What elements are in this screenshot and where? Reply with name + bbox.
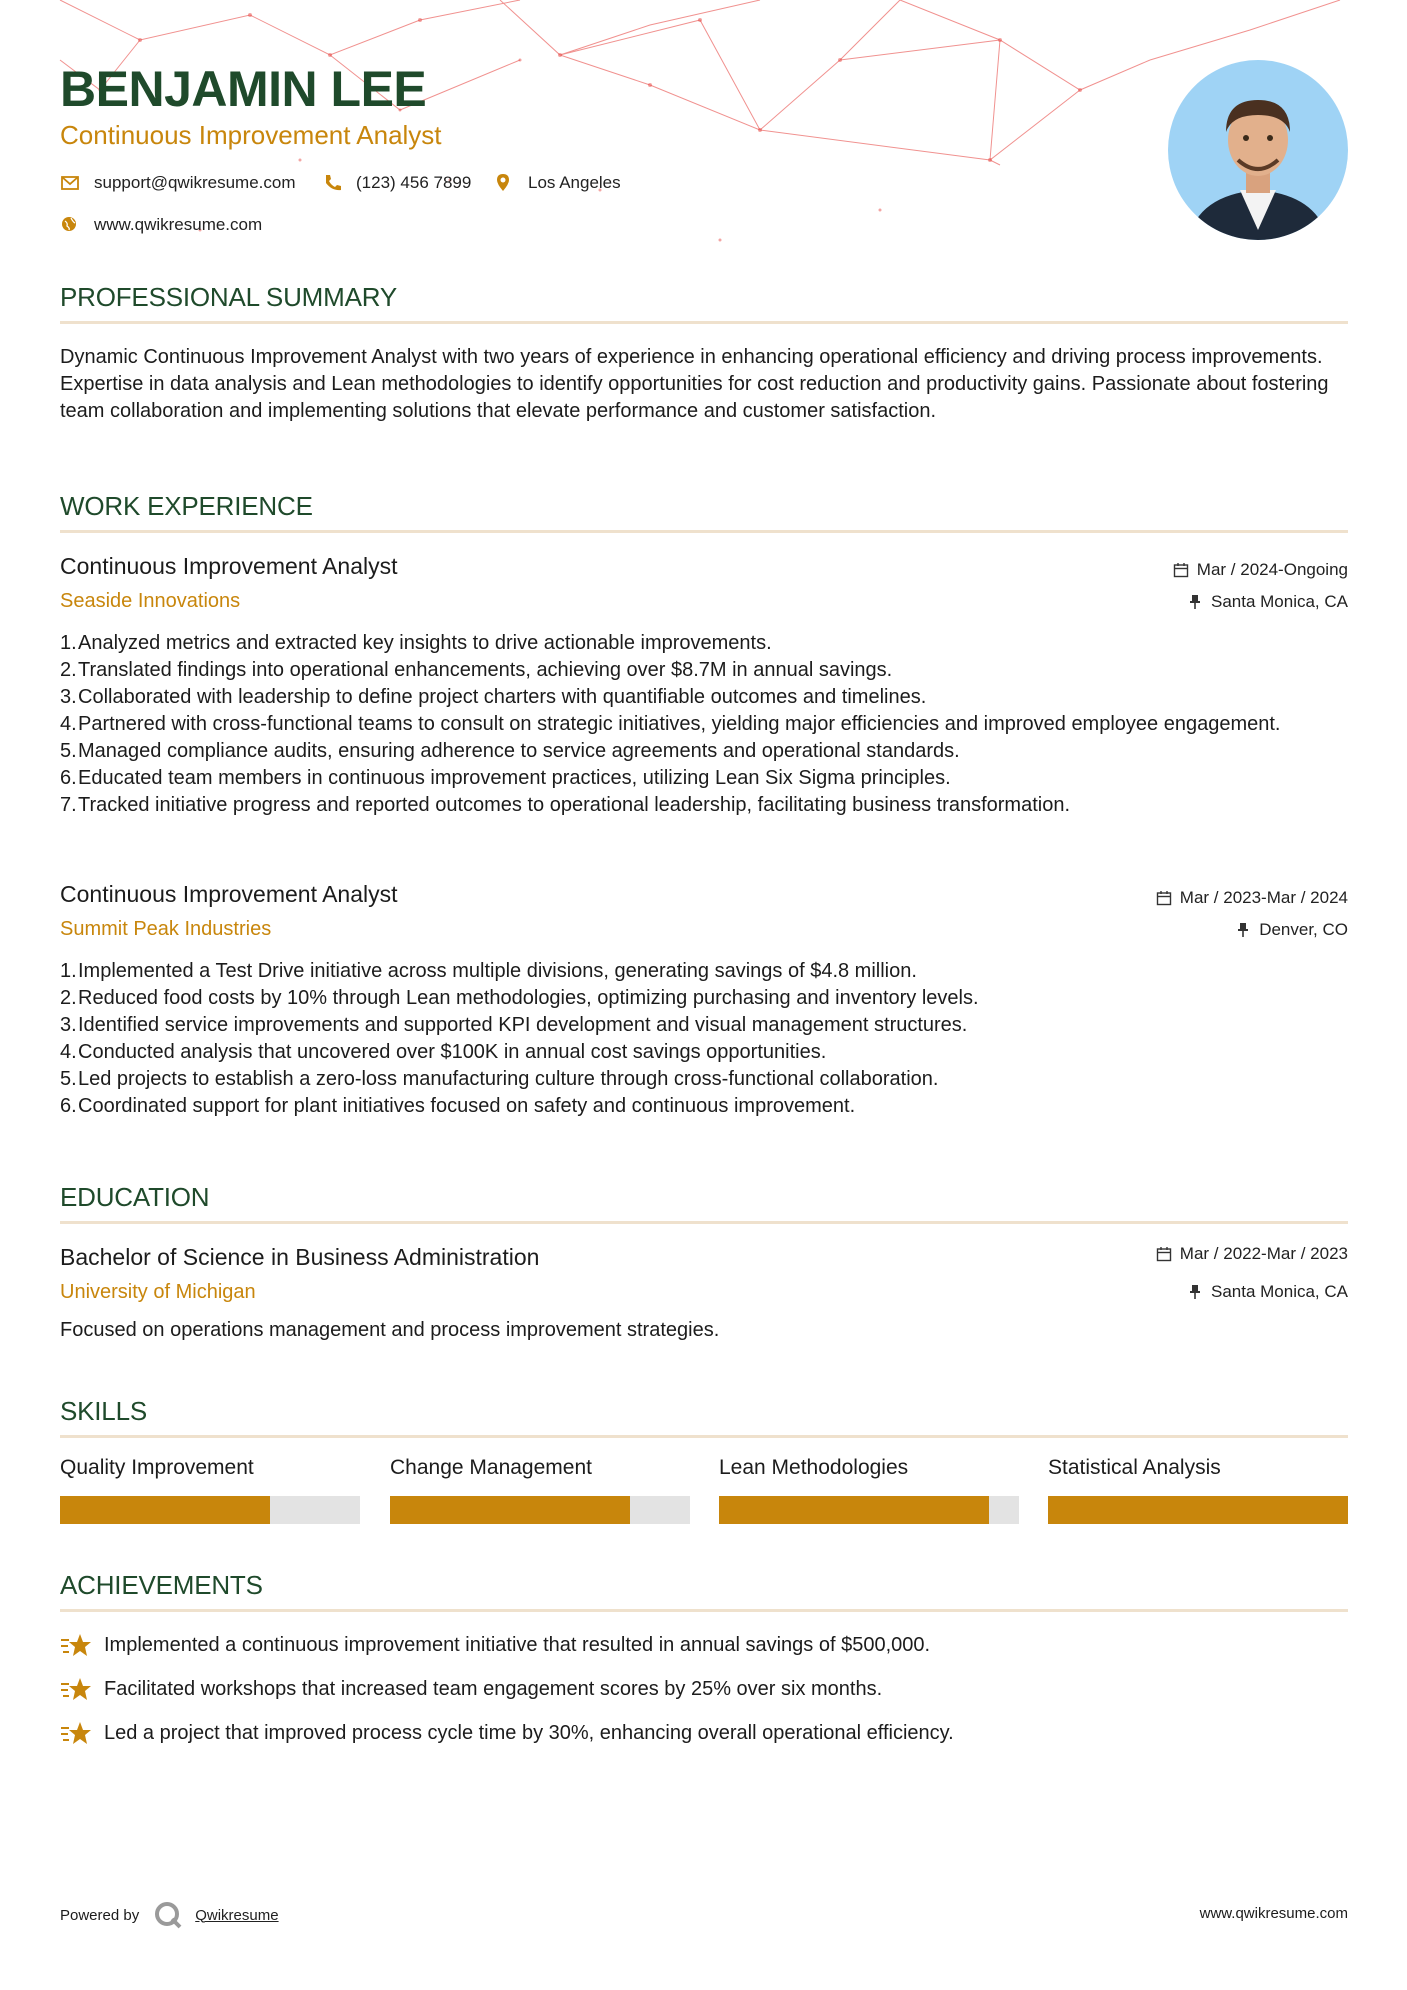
calendar-icon (1156, 890, 1172, 906)
summary-text: Dynamic Continuous Improvement Analyst with two years of experience in enhancing operational efficiency and driving process improvements. Expertise in data analysis and Lean methodologies to identify opportunities for cost reduction and productivity gains. Passionate about fostering team collaboration and implementing solutions that elevate performance and customer satisfaction. (60, 346, 1329, 422)
achievement-item (60, 1720, 954, 1746)
achievements-divider (60, 1609, 1348, 1612)
globe-icon (60, 214, 82, 236)
contact-location (494, 172, 621, 194)
candidate-role: Continuous Improvement Analyst (60, 120, 442, 150)
education-location-text: Santa Monica, CA (1210, 1282, 1348, 1301)
achievements-heading: ACHIEVEMENTS (60, 1570, 263, 1600)
phone-text: (123) 456 7899 (356, 173, 472, 192)
skill-label: Lean Methodologies (719, 1456, 909, 1479)
location-text: Los Angeles (528, 173, 621, 192)
envelope-icon (60, 172, 82, 194)
job-1-location (1187, 592, 1348, 612)
education-date (1156, 1244, 1348, 1264)
skill-label: Statistical Analysis (1048, 1456, 1221, 1479)
job-2-date (1156, 888, 1348, 908)
website-text: www.qwikresume.com (94, 215, 263, 234)
list-item: 6. Coordinated support for plant initiatives focused on safety and continuous improvement. (60, 1095, 856, 1117)
skill-bar-track (719, 1496, 1019, 1524)
skill-label: Quality Improvement (60, 1456, 254, 1479)
skill-bar-fill (1048, 1496, 1348, 1524)
pin-icon (1187, 1284, 1203, 1300)
list-item: 2. Translated findings into operational enhancements, achieving over $8.7M in annual savings. (60, 659, 893, 681)
star-achievement-icon (60, 1720, 92, 1746)
achievement-text: Implemented a continuous improvement initiative that resulted in annual savings of $500,000. (104, 1633, 931, 1656)
achievement-text: Led a project that improved process cycle time by 30%, enhancing overall operational efficiency. (104, 1721, 954, 1744)
education-divider (60, 1221, 1348, 1224)
star-achievement-icon (60, 1632, 92, 1658)
skill-bar-fill (390, 1496, 630, 1524)
skill-quality-improvement (60, 1456, 360, 1480)
education-date-text: Mar / 2022-Mar / 2023 (1179, 1244, 1348, 1263)
list-item: 3. Collaborated with leadership to define project charters with quantifiable outcomes and timelines. (60, 686, 927, 708)
education-school: University of Michigan (60, 1281, 256, 1303)
skill-statistical-analysis (1048, 1456, 1348, 1480)
skills-divider (60, 1435, 1348, 1438)
job-2-bullets (60, 958, 1348, 1120)
star-achievement-icon (60, 1676, 92, 1702)
job-2-location (1235, 920, 1348, 940)
summary-heading: PROFESSIONAL SUMMARY (60, 282, 397, 312)
job-2-title: Continuous Improvement Analyst (60, 881, 398, 907)
education-degree: Bachelor of Science in Business Administration (60, 1244, 540, 1270)
achievement-item (60, 1632, 930, 1658)
contact-phone[interactable] (322, 172, 471, 194)
skill-bar-track (390, 1496, 690, 1524)
skill-bar-track (1048, 1496, 1348, 1524)
list-item: 3. Identified service improvements and supported KPI development and visual management structures. (60, 1014, 968, 1036)
calendar-icon (1173, 562, 1189, 578)
list-item: 5. Managed compliance audits, ensuring adherence to service agreements and operational standards. (60, 740, 960, 762)
footer-powered-by (60, 1900, 279, 1930)
summary-divider (60, 321, 1348, 324)
calendar-icon (1156, 1246, 1172, 1262)
job-2-location-text: Denver, CO (1259, 920, 1348, 939)
candidate-name: BENJAMIN LEE (60, 61, 427, 117)
job-2-company: Summit Peak Industries (60, 918, 272, 940)
achievement-item (60, 1676, 882, 1702)
job-1-date (1173, 560, 1348, 580)
list-item: 7. Tracked initiative progress and reported outcomes to operational leadership, facilitating business transformation. (60, 794, 1071, 816)
footer-website[interactable]: www.qwikresume.com (1199, 1905, 1348, 1922)
list-item: 1. Analyzed metrics and extracted key insights to drive actionable improvements. (60, 632, 772, 654)
location-pin-icon (494, 172, 516, 194)
achievement-text: Facilitated workshops that increased team engagement scores by 25% over six months. (104, 1677, 883, 1700)
phone-icon (322, 172, 344, 194)
list-item: 6. Educated team members in continuous improvement practices, utilizing Lean Six Sigma principles. (60, 767, 951, 789)
skill-bar-track (60, 1496, 360, 1524)
education-heading: EDUCATION (60, 1182, 210, 1212)
skills-heading: SKILLS (60, 1396, 147, 1426)
job-1-title: Continuous Improvement Analyst (60, 553, 398, 579)
skill-bar-fill (719, 1496, 989, 1524)
pin-icon (1235, 922, 1251, 938)
list-item: 5. Led projects to establish a zero-loss manufacturing culture through cross-functional collaboration. (60, 1068, 939, 1090)
experience-divider (60, 530, 1348, 533)
list-item: 2. Reduced food costs by 10% through Lean methodologies, optimizing purchasing and inventory levels. (60, 987, 979, 1009)
list-item: 4. Conducted analysis that uncovered over $100K in annual cost savings opportunities. (60, 1041, 827, 1063)
experience-heading: WORK EXPERIENCE (60, 491, 313, 521)
job-2-date-text: Mar / 2023-Mar / 2024 (1179, 888, 1348, 907)
skill-change-management (390, 1456, 690, 1480)
pin-icon (1187, 594, 1203, 610)
skill-bar-fill (60, 1496, 270, 1524)
contact-website[interactable] (60, 214, 262, 236)
powered-by-label: Powered by (60, 1906, 140, 1924)
job-1-date-text: Mar / 2024-Ongoing (1196, 560, 1348, 579)
education-description: Focused on operations management and process improvement strategies. (60, 1319, 720, 1341)
list-item: 4. Partnered with cross-functional teams to consult on strategic initiatives, yielding major efficiencies and improved employee engagement. (60, 713, 1281, 735)
profile-photo (1168, 60, 1348, 240)
job-1-company: Seaside Innovations (60, 590, 241, 612)
contact-email[interactable] (60, 172, 296, 194)
job-1-bullets (60, 630, 1348, 819)
job-1-location-text: Santa Monica, CA (1210, 592, 1348, 611)
qwikresume-link[interactable]: Qwikresume (195, 1906, 279, 1924)
list-item: 1. Implemented a Test Drive initiative across multiple divisions, generating savings of $4.8 million. (60, 960, 917, 982)
education-location (1187, 1282, 1348, 1302)
skill-label: Change Management (390, 1456, 592, 1479)
qwikresume-logo-icon (153, 1900, 183, 1930)
email-text: support@qwikresume.com (94, 173, 296, 192)
skill-lean-methodologies (719, 1456, 1019, 1480)
